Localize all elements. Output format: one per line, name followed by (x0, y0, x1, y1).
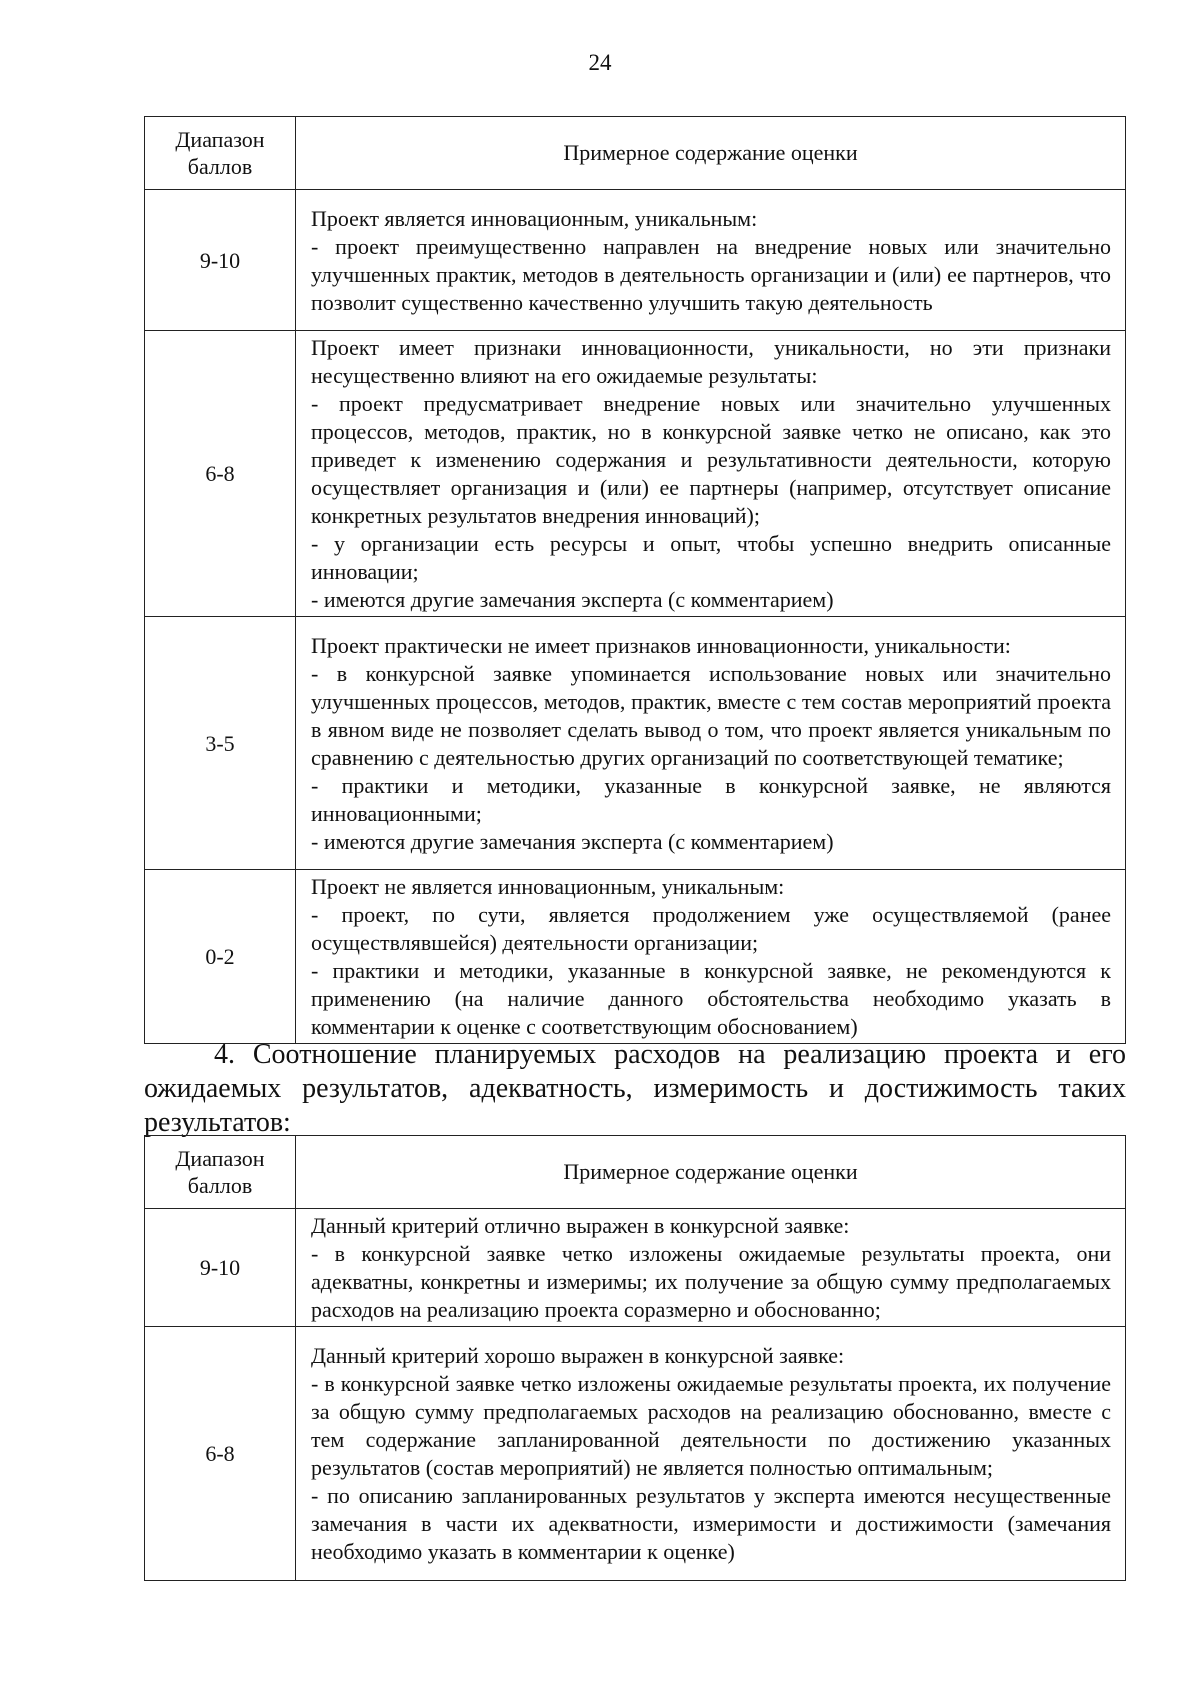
content-line: - имеются другие замечания эксперта (с комментарием) (311, 828, 834, 854)
content-line: Данный критерий хорошо выражен в конкурсной заявке: (311, 1343, 845, 1368)
range-header-line2: баллов (187, 1173, 253, 1198)
range-header-line2: баллов (187, 154, 253, 179)
content-header-cell: Примерное содержание оценки (296, 1136, 1126, 1209)
content-line: - практики и методики, указанные в конкурсной заявке, не являются инновационными; (311, 772, 1111, 826)
range-cell: 9-10 (145, 1209, 296, 1327)
content-line: - у организации есть ресурсы и опыт, чтобы успешно внедрить описанные инновации; (311, 531, 1111, 584)
content-line: - в конкурсной заявке упоминается использование новых или значительно улучшенных процессов, методов, практик, вместе с тем состав мероприятий проекта в явном виде не позволяет сделать вывод о том, что проект является уникальным по сравнению с деятельностью других организаций по соответствующей тематике; (311, 660, 1111, 770)
table-header-row (145, 1136, 1126, 1209)
content-cell (296, 870, 1126, 1044)
content-header-cell: Примерное содержание оценки (296, 117, 1126, 190)
table-row (145, 190, 1126, 331)
range-cell: 0-2 (145, 870, 296, 1044)
content-cell (296, 1327, 1126, 1581)
range-header-line1: Диапазон (175, 127, 265, 152)
content-cell (296, 617, 1126, 870)
table-row (145, 331, 1126, 617)
section-4-heading (144, 1038, 1126, 1140)
content-line: - проект, по сути, является продолжением уже осуществляемой (ранее осуществлявшейся) деятельности организации; (311, 902, 1111, 955)
content-line: Проект имеет признаки инновационности, уникальности, но эти признаки несущественно влияют на его ожидаемые результаты: (311, 335, 1111, 388)
table-row (145, 617, 1126, 870)
content-line: Проект не является инновационным, уникальным: (311, 874, 785, 899)
content-line: Данный критерий отлично выражен в конкурсной заявке: (311, 1213, 850, 1238)
range-cell: 3-5 (145, 617, 296, 870)
content-line: - проект преимущественно направлен на внедрение новых или значительно улучшенных практик, методов в деятельность организации и (или) ее партнеров, что позволит существенно качественно улучшить такую деятельность (311, 233, 1111, 315)
range-cell: 6-8 (145, 1327, 296, 1581)
scoring-table-2 (144, 1135, 1126, 1581)
range-header-line1: Диапазон (175, 1146, 265, 1171)
table-header-row (145, 117, 1126, 190)
table-row (145, 870, 1126, 1044)
range-header-cell (145, 1136, 296, 1209)
content-line: Проект практически не имеет признаков инновационности, уникальности: (311, 632, 1011, 658)
content-line: - имеются другие замечания эксперта (с комментарием) (311, 587, 834, 612)
content-line: - в конкурсной заявке четко изложены ожидаемые результаты проекта, их получение за общую сумму предполагаемых расходов на реализацию обоснованно, вместе с тем содержание запланированной деятельности по достижению указанных результатов (состав мероприятий) не является полностью оптимальным; (311, 1371, 1111, 1480)
range-cell: 6-8 (145, 331, 296, 617)
content-line: - по описанию запланированных результатов у эксперта имеются несущественные замечания в части их адекватности, измеримости и достижимости (замечания необходимо указать в комментарии к оценке) (311, 1483, 1111, 1564)
content-cell (296, 331, 1126, 617)
table-row (145, 1327, 1126, 1581)
content-line: - в конкурсной заявке четко изложены ожидаемые результаты проекта, они адекватны, конкретны и измеримы; их получение за общую сумму предполагаемых расходов на реализацию проекта соразмерно и обоснованно; (311, 1241, 1111, 1322)
section-4-text: 4. Соотношение планируемых расходов на реализацию проекта и его ожидаемых результатов, адекватность, измеримость и достижимость таких результатов: (144, 1039, 1126, 1138)
page-number: 24 (588, 50, 612, 75)
content-line: Проект является инновационным, уникальным: (311, 205, 758, 231)
content-cell (296, 1209, 1126, 1327)
content-line: - практики и методики, указанные в конкурсной заявке, не рекомендуются к применению (на наличие данного обстоятельства необходимо указать в комментарии к оценке с соответствующим обоснованием) (311, 958, 1111, 1039)
scoring-table-1 (144, 116, 1126, 1044)
content-line: - проект предусматривает внедрение новых или значительно улучшенных процессов, методов, практик, но в конкурсной заявке четко не описано, как это приведет к изменению содержания и результативности деятельности, которую осуществляет организация и (или) ее партнеры (например, отсутствует описание конкретных результатов внедрения инноваций); (311, 391, 1111, 528)
range-header-cell (145, 117, 296, 190)
content-cell (296, 190, 1126, 331)
table-row (145, 1209, 1126, 1327)
range-cell: 9-10 (145, 190, 296, 331)
